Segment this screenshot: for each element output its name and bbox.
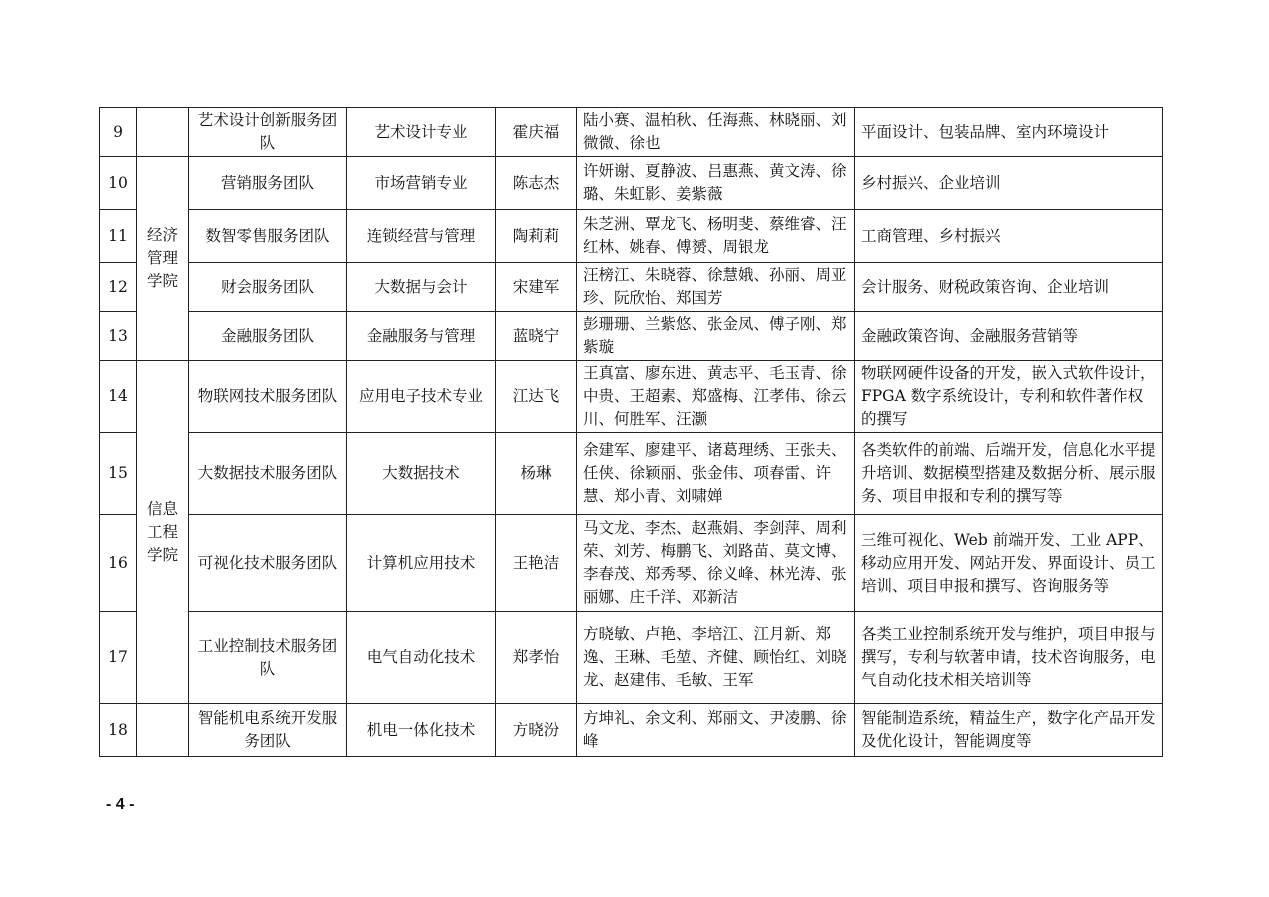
- service-content: 各类软件的前端、后端开发，信息化水平提升培训、数据模型搭建及数据分析、展示服务、项目申报和专利的撰写等: [855, 433, 1163, 515]
- service-content: 工商管理、乡村振兴: [855, 210, 1163, 263]
- team-name: 智能机电系统开发服务团队: [189, 704, 347, 757]
- team-name: 营销服务团队: [189, 157, 347, 210]
- team-leader: 郑孝怡: [496, 612, 577, 704]
- service-content: 金融政策咨询、金融服务营销等: [855, 312, 1163, 361]
- major-name: 艺术设计专业: [347, 108, 496, 157]
- service-content: 平面设计、包装品牌、室内环境设计: [855, 108, 1163, 157]
- team-name: 艺术设计创新服务团队: [189, 108, 347, 157]
- table-row: [100, 312, 1163, 361]
- team-members: 王真富、廖东进、黄志平、毛玉青、徐中贵、王超素、郑盛梅、江孝伟、徐云川、何胜军、汪灏: [577, 361, 855, 433]
- service-content: 智能制造系统，精益生产，数字化产品开发及优化设计，智能调度等: [855, 704, 1163, 757]
- major-name: 电气自动化技术: [347, 612, 496, 704]
- table-row: [100, 361, 1163, 433]
- table-row: [100, 612, 1163, 704]
- teams-table: [99, 107, 1163, 757]
- team-name: 数智零售服务团队: [189, 210, 347, 263]
- row-number: 16: [100, 515, 137, 612]
- team-name: 金融服务团队: [189, 312, 347, 361]
- major-name: 市场营销专业: [347, 157, 496, 210]
- team-leader: 王艳洁: [496, 515, 577, 612]
- table-row: [100, 210, 1163, 263]
- major-name: 应用电子技术专业: [347, 361, 496, 433]
- table-row: [100, 263, 1163, 312]
- team-members: 陆小赛、温柏秋、任海燕、林晓丽、刘微微、徐也: [577, 108, 855, 157]
- table-row: [100, 433, 1163, 515]
- service-content: 乡村振兴、企业培训: [855, 157, 1163, 210]
- team-name: 财会服务团队: [189, 263, 347, 312]
- row-number: 15: [100, 433, 137, 515]
- team-name: 工业控制技术服务团队: [189, 612, 347, 704]
- team-members: 余建军、廖建平、诸葛理绣、王张夫、任侠、徐颖丽、张金伟、项春雷、许慧、郑小青、刘啸婵: [577, 433, 855, 515]
- team-name: 可视化技术服务团队: [189, 515, 347, 612]
- team-members: 马文龙、李杰、赵燕娟、李剑萍、周利荣、刘芳、梅鹏飞、刘路苗、莫文博、李春茂、郑秀琴、徐义峰、林光涛、张丽娜、庄千洋、邓新洁: [577, 515, 855, 612]
- college-cell-empty: [137, 108, 189, 157]
- row-number: 14: [100, 361, 137, 433]
- major-name: 金融服务与管理: [347, 312, 496, 361]
- service-content: 各类工业控制系统开发与维护，项目申报与撰写，专利与软著申请，技术咨询服务，电气自动化技术相关培训等: [855, 612, 1163, 704]
- team-leader: 陶莉莉: [496, 210, 577, 263]
- college-economics: 经济管理学院: [137, 157, 189, 361]
- major-name: 连锁经营与管理: [347, 210, 496, 263]
- college-info-engineering: 信息工程学院: [137, 361, 189, 704]
- team-leader: 霍庆福: [496, 108, 577, 157]
- row-number: 9: [100, 108, 137, 157]
- table-row: [100, 157, 1163, 210]
- team-leader: 蓝晓宁: [496, 312, 577, 361]
- team-leader: 宋建军: [496, 263, 577, 312]
- team-members: 方晓敏、卢艳、李培江、江月新、郑逸、王琳、毛堃、齐健、顾怡红、刘晓龙、赵建伟、毛敏、王军: [577, 612, 855, 704]
- team-leader: 陈志杰: [496, 157, 577, 210]
- team-members: 彭珊珊、兰紫悠、张金凤、傅子刚、郑紫璇: [577, 312, 855, 361]
- team-name: 大数据技术服务团队: [189, 433, 347, 515]
- row-number: 18: [100, 704, 137, 757]
- table-row: [100, 515, 1163, 612]
- major-name: 机电一体化技术: [347, 704, 496, 757]
- major-name: 大数据技术: [347, 433, 496, 515]
- service-content: 会计服务、财税政策咨询、企业培训: [855, 263, 1163, 312]
- row-number: 13: [100, 312, 137, 361]
- team-leader: 方晓汾: [496, 704, 577, 757]
- service-content: 三维可视化、Web 前端开发、工业 APP、移动应用开发、网站开发、界面设计、员工培训、项目申报和撰写、咨询服务等: [855, 515, 1163, 612]
- team-members: 方坤礼、余文利、郑丽文、尹凌鹏、徐峰: [577, 704, 855, 757]
- team-leader: 杨琳: [496, 433, 577, 515]
- row-number: 11: [100, 210, 137, 263]
- page-number: - 4 -: [106, 796, 135, 813]
- row-number: 10: [100, 157, 137, 210]
- row-number: 12: [100, 263, 137, 312]
- team-members: 汪榜江、朱晓蓉、徐慧娥、孙丽、周亚珍、阮欣怡、郑国芳: [577, 263, 855, 312]
- team-leader: 江达飞: [496, 361, 577, 433]
- row-number: 17: [100, 612, 137, 704]
- major-name: 大数据与会计: [347, 263, 496, 312]
- team-name: 物联网技术服务团队: [189, 361, 347, 433]
- college-cell-empty: [137, 704, 189, 757]
- team-members: 朱芝洲、覃龙飞、杨明斐、蔡维睿、汪红林、姚春、傅赟、周银龙: [577, 210, 855, 263]
- team-members: 许妍谢、夏静波、吕惠燕、黄文涛、徐璐、朱虹影、姜紫薇: [577, 157, 855, 210]
- table-row: [100, 704, 1163, 757]
- table-row: [100, 108, 1163, 157]
- service-content: 物联网硬件设备的开发，嵌入式软件设计，FPGA 数字系统设计，专利和软件著作权的撰写: [855, 361, 1163, 433]
- major-name: 计算机应用技术: [347, 515, 496, 612]
